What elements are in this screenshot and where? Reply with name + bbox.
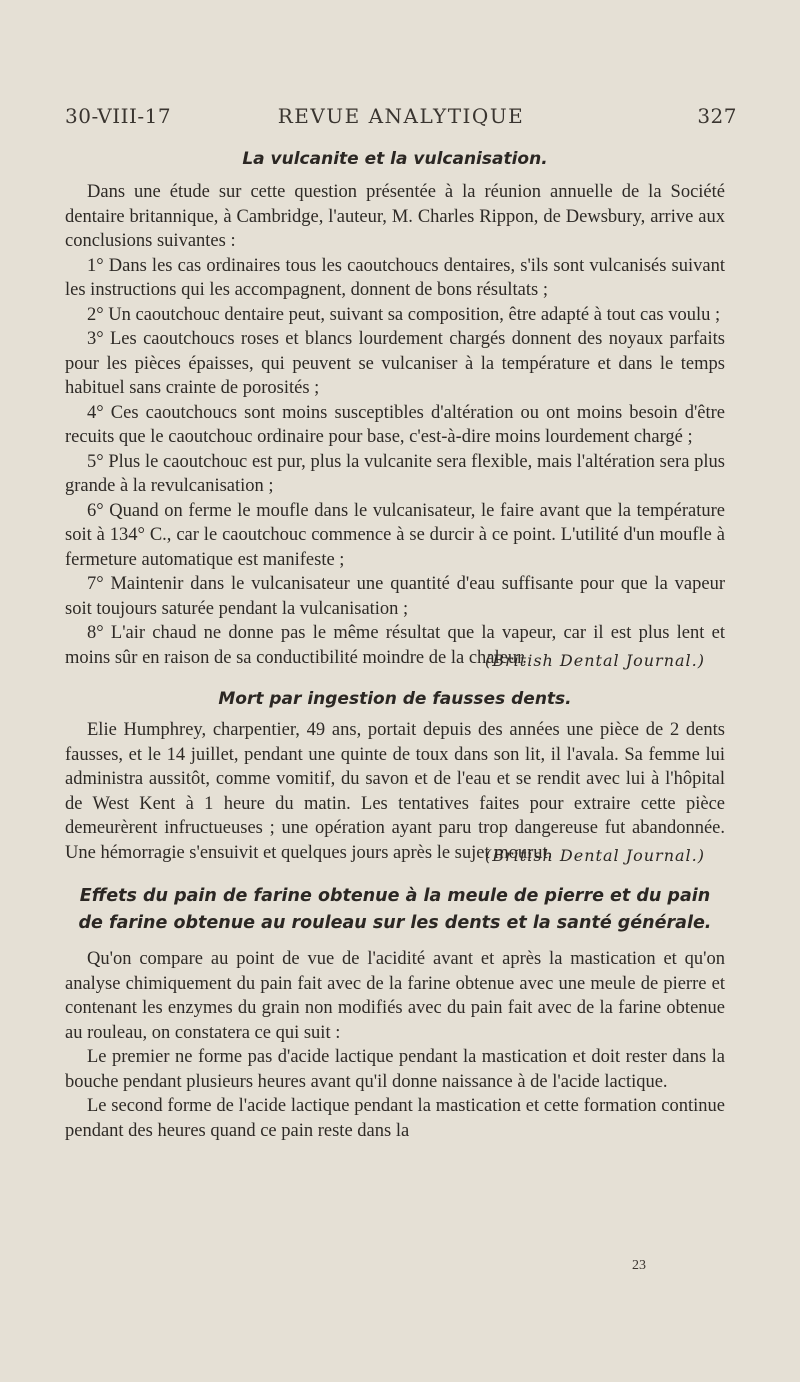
article2-title: Mort par ingestion de fausses dents.: [218, 689, 572, 709]
article3-paragraph-3: Le second forme de l'acide lactique pendant la mastication et cette formation continue pendant des heures quand ce pain reste dans la: [65, 1096, 725, 1141]
article1-title: La vulcanite et la vulcanisation.: [242, 149, 548, 169]
header-date: 30-VIII-17: [65, 104, 172, 128]
article1-conclusion-3: 3° Les caoutchoucs roses et blancs lourdement chargés donnent des noyaux parfaits pour les pièces épaisses, qui peuvent se vulcaniser à la température et dans le temps habituel sans crainte de porosités ;: [65, 329, 725, 398]
article2-paragraph: Elie Humphrey, charpentier, 49 ans, portait depuis des années une pièce de 2 dents fausses, et le 14 juillet, pendant une quinte de toux dans son lit, il l'avala. Sa femme lui administra aussitôt, comme vomitif, du savon et de l'eau et se rendit avec lui à l'hôpital de West Kent à 1 heure du matin. Les tentatives faites pour extraire cette pièce demeurèrent infructueuses ; une opération ayant paru trop dangereuse fut abandonnée. Une hémorragie s'ensuivit et quelques jours après le sujet mourut.: [65, 720, 725, 863]
article-column: [65, 146, 725, 1143]
article2-source: (British Dental Journal.): [485, 846, 705, 865]
article1-conclusion-4: 4° Ces caoutchoucs sont moins susceptibles d'altération ou ont moins besoin d'être recuits que le caoutchouc ordinaire pour base, c'est-à-dire moins lourdement chargé ;: [65, 402, 725, 447]
article1-source: (British Dental Journal.): [485, 651, 705, 670]
article1-conclusion-8: 8° L'air chaud ne donne pas le même résultat que la vapeur, car il est plus lent et moins sûr en raison de sa conductibilité moindre de la chaleur.: [65, 623, 725, 668]
article3-paragraph-1: Qu'on compare au point de vue de l'acidité avant et après la mastication et qu'on analyse chimiquement du pain fait avec de la farine obtenue avec une meule de pierre et contenant les enzymes du grain non modifiés avec du pain fait avec de la farine obtenue au rouleau, on constatera ce qui suit :: [65, 949, 725, 1043]
page-number: 327: [697, 104, 737, 128]
article1-conclusion-6: 6° Quand on ferme le moufle dans le vulcanisateur, le faire avant que la température soit à 134° C., car le caoutchouc commence à se durcir à ce point. L'utilité d'un moufle à fermeture automatique est manifeste ;: [65, 500, 725, 570]
article1-conclusion-5: 5° Plus le caoutchouc est pur, plus la vulcanite sera flexible, mais l'altération sera plus grande à la revulcanisation ;: [65, 451, 725, 496]
article1-conclusion-7: 7° Maintenir dans le vulcanisateur une quantité d'eau suffisante pour que la vapeur soit toujours saturée pendant la vulcanisation ;: [65, 574, 725, 619]
article1-conclusion-1: 1° Dans les cas ordinaires tous les caoutchoucs dentaires, s'ils sont vulcanisés suivant les instructions qui les accompagnent, donnent de bons résultats ;: [65, 255, 725, 300]
article2-body: [65, 718, 725, 865]
article1-paragraph-intro: Dans une étude sur cette question présentée à la réunion annuelle de la Société dentaire britannique, à Cambridge, l'auteur, M. Charles Rippon, de Dewsbury, arrive aux conclusions suivantes :: [65, 182, 725, 251]
article1-conclusion-2: 2° Un caoutchouc dentaire peut, suivant sa composition, être adapté à tout cas voulu ;: [87, 304, 721, 325]
article3-title-line1: Effets du pain de farine obtenue à la meule de pierre et du pain: [79, 886, 711, 906]
printer-signature-mark: 23: [632, 1258, 646, 1273]
header-journal-title: REVUE ANALYTIQUE: [277, 104, 525, 128]
article3-paragraph-2: Le premier ne forme pas d'acide lactique pendant la mastication et doit rester dans la bouche pendant plusieurs heures avant qu'il donne naissance à de l'acide lactique.: [65, 1047, 725, 1092]
article1-last-line: [65, 621, 725, 670]
running-head: [65, 104, 737, 132]
article3-title-line2: de farine obtenue au rouleau sur les dents et la santé générale.: [78, 913, 712, 933]
